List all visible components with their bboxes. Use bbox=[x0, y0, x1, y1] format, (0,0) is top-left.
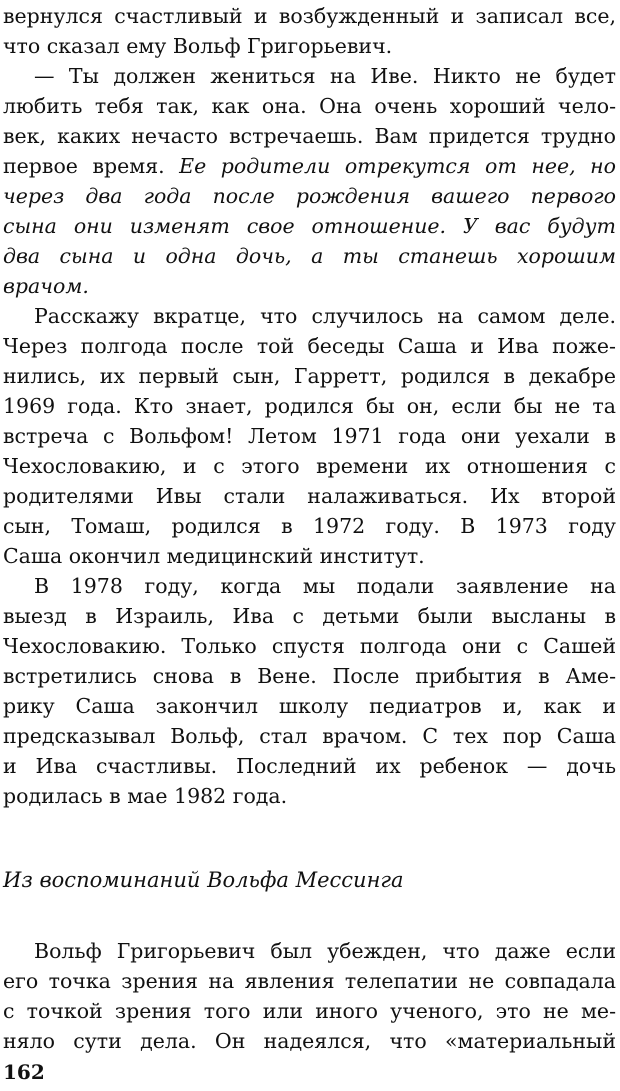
text-line: Чехословакию, и с этого времени их отношения с bbox=[3, 454, 616, 478]
text-line: его точка зрения на явления телепатии не совпадала bbox=[3, 969, 616, 993]
text-line: встретились снова в Вене. После прибытия в Аме- bbox=[3, 664, 616, 688]
text-line: любить тебя так, как она. Она очень хороший чело- bbox=[3, 94, 616, 118]
text-line: Чехословакию. Только спустя полгода они с Сашей bbox=[3, 634, 616, 658]
text-line: с точкой зрения того или иного ученого, это не ме- bbox=[3, 999, 616, 1023]
text-line: — Ты должен жениться на Иве. Никто не будет bbox=[34, 64, 616, 88]
page-number: 162 bbox=[3, 1060, 45, 1084]
text-line: Расскажу вкратце, что случилось на самом деле. bbox=[34, 304, 616, 328]
text-line bbox=[3, 152, 616, 180]
text-line: Через полгода после той беседы Саша и Ива поже- bbox=[3, 334, 616, 358]
text-line: Саша окончил медицинский институт. bbox=[3, 544, 425, 568]
text-line: родителями Ивы стали налаживаться. Их второй bbox=[3, 484, 616, 508]
italic-text-segment: Ее родители отрекутся от нее, но bbox=[164, 154, 616, 178]
text-line: рику Саша закончил школу педиатров и, как и bbox=[3, 694, 616, 718]
text-line: нились, их первый сын, Гарретт, родился в декабре bbox=[3, 364, 616, 388]
text-segment: первое время. bbox=[3, 154, 165, 178]
italic-text-line: врачом. bbox=[3, 274, 89, 298]
text-line: сын, Томаш, родился в 1972 году. В 1973 году bbox=[3, 514, 616, 538]
text-line: родилась в мае 1982 года. bbox=[3, 784, 288, 808]
text-line: выезд в Израиль, Ива с детьми были высланы в bbox=[3, 604, 616, 628]
italic-text-line: через два года после рождения вашего первого bbox=[3, 184, 616, 208]
text-line: что сказал ему Вольф Григорьевич. bbox=[3, 34, 393, 58]
text-line: 1969 года. Кто знает, родился бы он, если бы не та bbox=[3, 394, 616, 418]
italic-text-line: два сына и одна дочь, а ты станешь хорошим bbox=[3, 244, 616, 268]
section-heading: Из воспоминаний Вольфа Мессинга bbox=[3, 868, 404, 892]
text-line: вернулся счастливый и возбужденный и записал все, bbox=[3, 4, 616, 28]
italic-text-line: сына они изменят свое отношение. У вас будут bbox=[3, 214, 616, 238]
text-line: няло сути дела. Он надеялся, что «материальный bbox=[3, 1029, 616, 1053]
text-line: В 1978 году, когда мы подали заявление на bbox=[34, 574, 616, 598]
text-line: Вольф Григорьевич был убежден, что даже если bbox=[34, 939, 616, 963]
text-line: и Ива счастливы. Последний их ребенок — дочь bbox=[3, 754, 616, 778]
text-line: предсказывал Вольф, стал врачом. С тех пор Саша bbox=[3, 724, 616, 748]
text-line: встреча с Вольфом! Летом 1971 года они уехали в bbox=[3, 424, 616, 448]
text-line: век, каких нечасто встречаешь. Вам придется трудно bbox=[3, 124, 616, 148]
